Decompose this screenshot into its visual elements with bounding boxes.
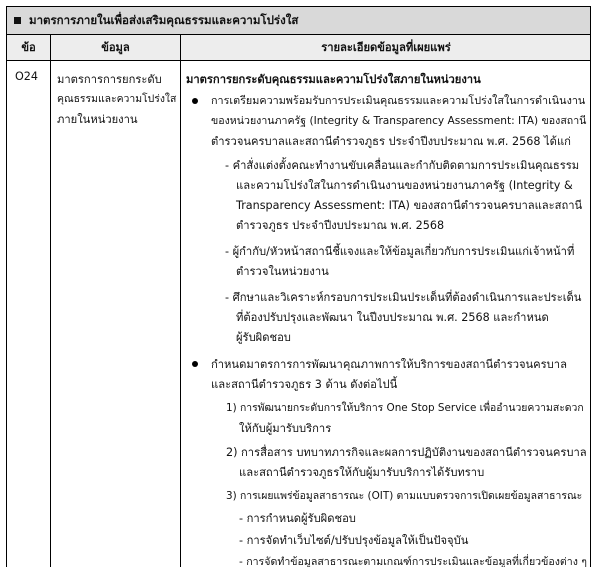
document-table (6, 6, 591, 567)
bullet1-line: การเตรียมความพร้อมรับการประเมินคุณธรรมและความโปร่งใสในการดำเนินงาน (211, 94, 586, 107)
bullet2-line: กำหนดมาตรการการพัฒนาคุณภาพการให้บริการของสถานีตำรวจนครบาล (211, 358, 567, 371)
dash-item: - การจัดทำเว็บไซต์/ปรับปรุงข้อมูลให้เป็นปัจจุบัน (239, 534, 469, 547)
header-col-info: ข้อมูล (101, 41, 130, 54)
table-body (7, 35, 590, 567)
sub-item-line: ที่ต้องปรับปรุงและพัฒนา ในปีงบประมาณ พ.ศ. 2568 และกำหนด (236, 311, 549, 324)
cell-detail (181, 61, 591, 567)
sub-item-line: Transparency Assessment: ITA) ของสถานีตำรวจนครบาลและสถานี (236, 199, 583, 212)
sub-item-line: และความโปร่งใสในการดำเนินงานของหน่วยงานภาครัฐ (Integrity & (236, 179, 573, 192)
bullet2-line: และสถานีตำรวจภูธร 3 ด้าน ดังต่อไปนี้ (211, 378, 398, 391)
sub-item-line: ตำรวจภูธร ประจำปีงบประมาณ พ.ศ. 2568 (236, 219, 445, 232)
numbered-item-line: 3) การเผยแพร่ข้อมูลสาธารณะ (OIT) ตามแบบตรวจการเปิดเผยข้อมูลสาธารณะ (226, 490, 583, 502)
header-col-no: ข้อ (21, 41, 36, 54)
info-line: ภายในหน่วยงาน (57, 113, 138, 126)
bullet1-line: ตำรวจนครบาลและสถานีตำรวจภูธร ประจำปีงบประมาณ พ.ศ. 2568 ได้แก่ (211, 135, 571, 148)
info-line: มาตรการการยกระดับ (57, 73, 162, 86)
bullet-dot-icon (192, 98, 198, 104)
numbered-item-line: 1) การพัฒนายกระดับการให้บริการ One Stop Service เพื่ออำนวยความสะดวก (226, 402, 584, 414)
dash-item: - การกำหนดผู้รับผิดชอบ (239, 512, 356, 525)
row-code: O24 (15, 70, 39, 83)
sub-item-line: - ผู้กำกับ/หัวหน้าสถานีชี้แจงและให้ข้อมูลเกี่ยวกับการประเมินแก่เจ้าหน้าที่ (225, 245, 575, 258)
numbered-item-line: และสถานีตำรวจภูธรให้กับผู้มารับบริการได้รับทราบ (239, 466, 485, 479)
bullet-dot-icon (192, 361, 198, 367)
detail-title: มาตรการยกระดับคุณธรรมและความโปร่งใสภายในหน่วยงาน (186, 73, 481, 86)
sub-item-line: - ศึกษาและวิเคราะห์กรอบการประเมินประเด็นที่ต้องดำเนินการและประเด็น (225, 291, 582, 304)
cell-info (51, 61, 180, 567)
section-header (7, 7, 590, 35)
numbered-item-line: 2) การสื่อสาร บทบาทภารกิจและผลการปฏิบัติงานของสถานีตำรวจนครบาล (226, 446, 587, 459)
sub-item-line: ตำรวจในหน่วยงาน (236, 265, 329, 278)
header-col-detail: รายละเอียดข้อมูลที่เผยแพร่ (321, 41, 451, 54)
numbered-item-line: ให้กับผู้มารับบริการ (239, 422, 332, 435)
dash-item: - การจัดทำข้อมูลสาธารณะตามเกณฑ์การประเมินและข้อมูลที่เกี่ยวข้องต่าง ๆ (239, 556, 587, 567)
table-header-row (7, 35, 590, 61)
info-line: คุณธรรมและความโปร่งใส (57, 93, 177, 105)
square-bullet-icon (14, 17, 21, 24)
section-title: มาตรการภายในเพื่อส่งเสริมคุณธรรมและความโปร่งใส (29, 12, 299, 27)
sub-item-line: - คำสั่งแต่งตั้งคณะทำงานขับเคลื่อนและกำกับติดตามการประเมินคุณธรรม (225, 159, 580, 172)
sub-item-line: ผู้รับผิดชอบ (236, 331, 291, 344)
bullet1-line: ของหน่วยงานภาครัฐ (Integrity & Transparency Assessment: ITA) ของสถานี (211, 115, 587, 127)
cell-code (7, 61, 50, 567)
